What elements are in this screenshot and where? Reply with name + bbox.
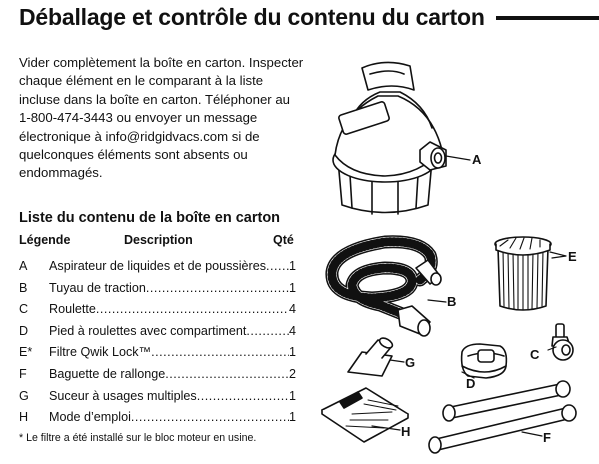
item-qty: 2 [288, 366, 296, 381]
callout-g: G [405, 355, 416, 370]
item-description: Baguette de rallonge [49, 366, 166, 381]
callout-d: D [466, 376, 476, 391]
item-code: H [19, 410, 29, 425]
item-qty: 1 [288, 388, 296, 403]
page-title: Déballage et contrôle du contenu du carton [19, 4, 485, 30]
item-qty: 4 [288, 323, 296, 338]
intro-line: endommagés. [19, 165, 103, 181]
item-code: F [19, 366, 27, 381]
extension-wands-illustration [429, 381, 576, 453]
intro-line: électronique à info@ridgidvacs.com si de [19, 128, 260, 144]
intro-line: 1-800-474-3443 ou envoyer un message [19, 110, 258, 126]
item-code: C [19, 302, 29, 317]
item-description: Pied à roulettes avec compartiment [49, 323, 247, 338]
item-code: A [19, 259, 28, 273]
item-qty: 1 [288, 280, 296, 295]
item-qty: 1 [288, 410, 296, 425]
contents-list-title: Liste du contenu de la boîte en carton [19, 210, 281, 226]
footnote: * Le filtre a été installé sur le bloc moteur en usine. [19, 432, 257, 444]
caster-foot-illustration [462, 344, 507, 378]
item-code: G [19, 388, 29, 403]
item-code: E* [19, 345, 33, 360]
callout-c: C [530, 347, 540, 362]
caster-illustration [552, 324, 573, 360]
item-description: Roulette [49, 302, 96, 317]
item-qty: 1 [288, 345, 296, 360]
vacuum-illustration [333, 62, 446, 214]
item-description: Tuyau de traction [49, 280, 146, 295]
column-header-legend: Légende [19, 233, 71, 247]
item-description: Filtre Qwik Lock™ [49, 345, 152, 360]
intro-line: chaque élément en le comparant à la liste [19, 73, 264, 89]
item-code: B [19, 280, 28, 295]
item-description: Suceur à usages multiples [49, 388, 197, 403]
callout-h: H [401, 424, 411, 439]
item-description: Aspirateur de liquides et de poussières [49, 259, 267, 273]
callout-e: E [568, 249, 577, 264]
intro-line: incluse dans la boîte en carton. Téléphoner au [19, 91, 291, 107]
hose-illustration [332, 242, 441, 336]
column-header-qty: Qté [273, 233, 294, 247]
callout-b: B [447, 294, 457, 309]
item-description: Mode d’emploi [49, 410, 131, 425]
manual-illustration [322, 388, 411, 442]
intro-line: Vider complètement la boîte en carton. Inspecter [19, 55, 304, 70]
nozzle-illustration [348, 336, 394, 376]
intro-line: quelconques éléments sont absents ou [19, 147, 248, 163]
filter-illustration [495, 237, 551, 310]
callout-a: A [472, 152, 482, 167]
callout-f: F [543, 430, 551, 445]
item-qty: 1 [288, 259, 296, 273]
item-code: D [19, 323, 29, 338]
column-header-description: Description [124, 233, 193, 247]
item-qty: 4 [288, 302, 296, 317]
